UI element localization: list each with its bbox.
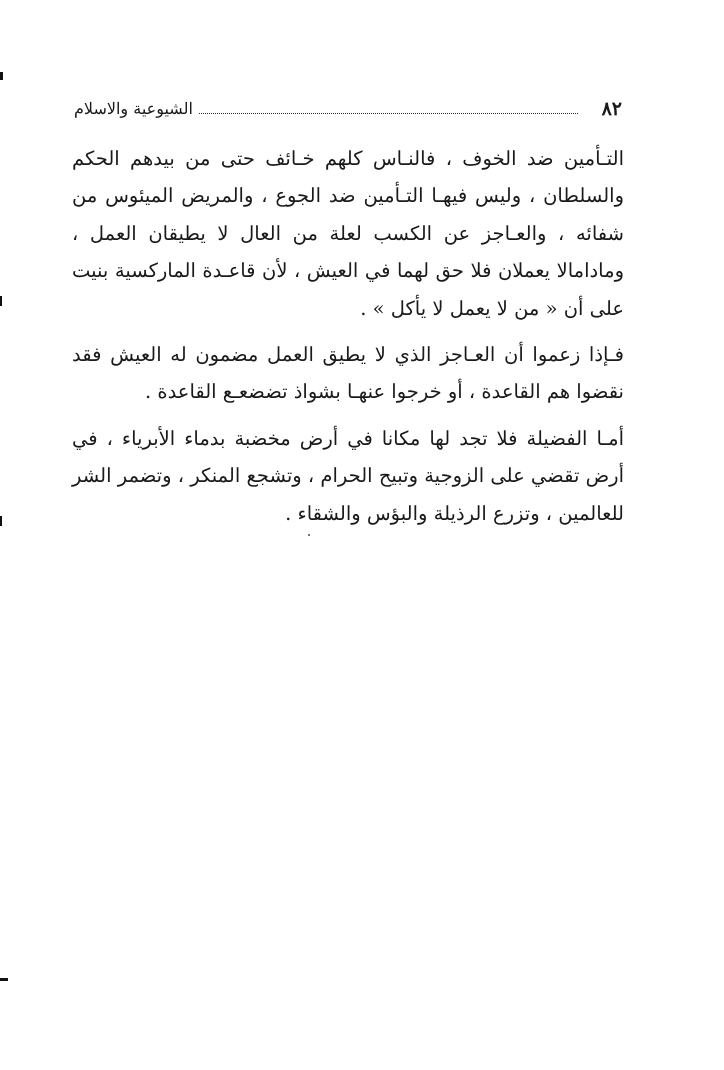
- running-title: الشيوعية والاسلام: [74, 99, 193, 118]
- scan-edge-mark: [0, 72, 3, 80]
- header-dotted-rule: [199, 113, 578, 114]
- paragraph-3: أمـا الفضيلة فلا تجد لها مكانا في أرض مخضبة بدماء الأبرياء ، في أرض تقضي على الزوجية وتبيح الحرام ، وتشجع المنكر ، وتضمر الشر للعالمين ، وتزرع الرذيلة والبؤس والشقاء .: [72, 426, 624, 525]
- scan-dot: [308, 534, 310, 536]
- page-number: ٨٢: [601, 98, 622, 120]
- paragraph-2: فـإذا زعموا أن العـاجز الذي لا يطيق العمل مضمون له العيش فقد نقضوا هم القاعدة ، أو خرجوا عنهـا بشواذ تضضعـع القاعدة .: [72, 343, 624, 404]
- page-header: [74, 92, 622, 120]
- paragraph-1: التـأمين ضد الخوف ، فالنـاس كلهم خـائف حتى من بيدهم الحكم والسلطان ، وليس فيهـا التـأمين ضد الجوع ، والمريض الميئوس من شفائه ، والعـاجز عن الكسب لعلة من العال لا يطيقان العمل ، ومادامالا يعملان فلا حق لهما في العيش ، لأن قاعـدة الماركسية بنيت على أن « من لا يعمل لا يأكل » .: [72, 147, 624, 320]
- scan-edge-mark: [0, 296, 2, 306]
- scan-edge-mark: [0, 978, 8, 981]
- scan-edge-mark: [0, 516, 2, 526]
- body-text: [72, 140, 624, 532]
